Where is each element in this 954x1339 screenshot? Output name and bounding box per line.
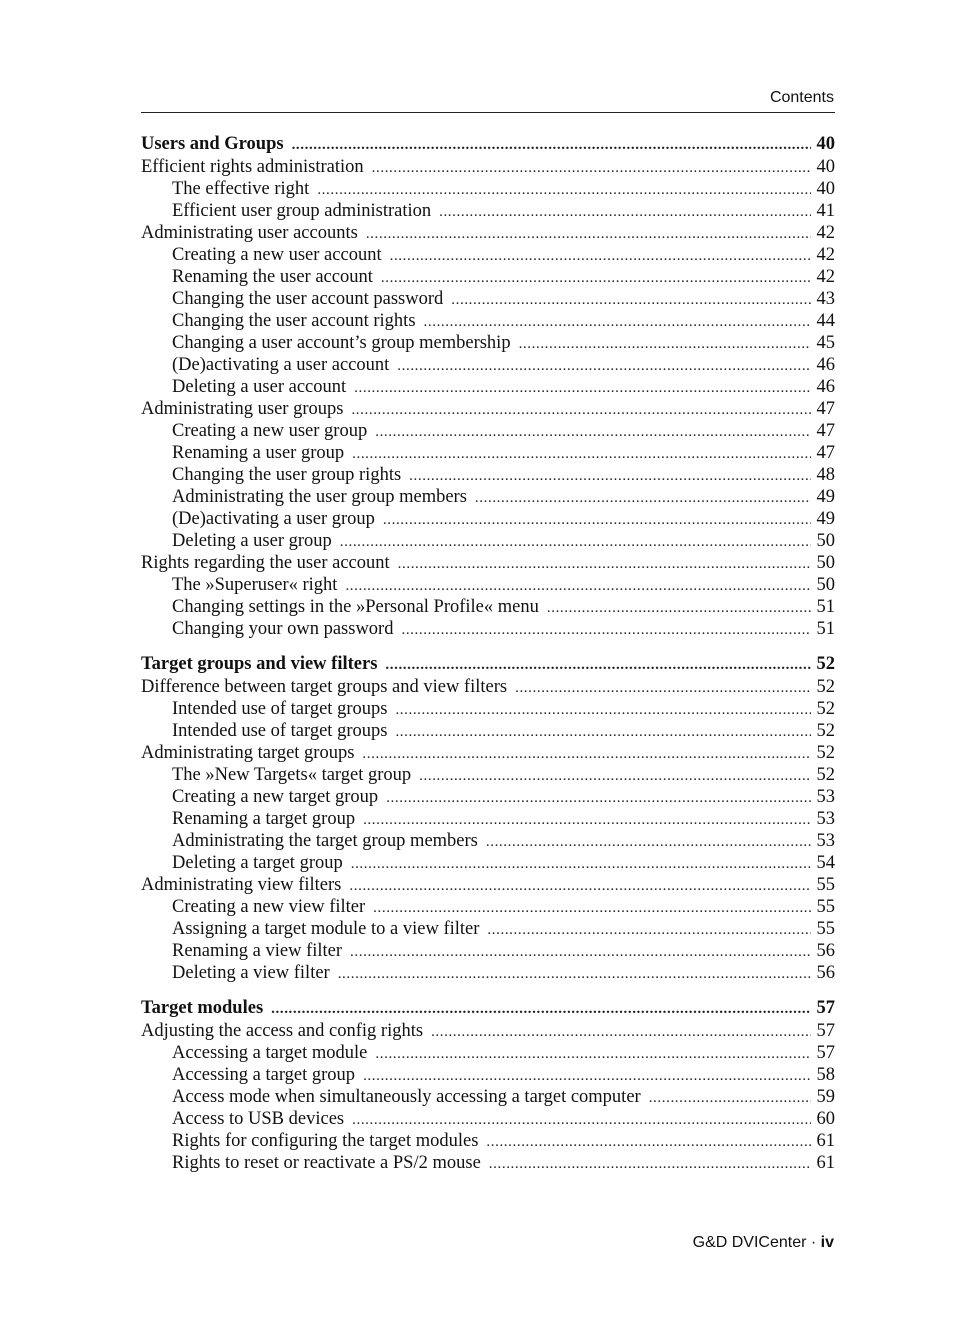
toc-section-entry[interactable] — [141, 552, 835, 574]
table-of-contents — [141, 132, 835, 1186]
toc-entry-page: 49 — [816, 509, 835, 529]
toc-section-entry[interactable] — [141, 874, 835, 896]
toc-entry-title: (De)activating a user group — [172, 509, 375, 529]
toc-entry-page: 40 — [816, 157, 835, 177]
toc-chapter-heading[interactable] — [141, 652, 835, 676]
toc-entry-title: Accessing a target group — [172, 1065, 356, 1085]
toc-subsection-entry[interactable] — [141, 830, 835, 852]
toc-subsection-entry[interactable] — [141, 178, 835, 200]
running-header: Contents — [769, 89, 834, 106]
toc-subsection-entry[interactable] — [141, 354, 835, 376]
toc-subsection-entry[interactable] — [141, 720, 835, 742]
toc-entry-page: 42 — [816, 245, 835, 265]
dot-leader — [649, 1087, 811, 1109]
dot-leader — [352, 443, 811, 465]
toc-entry-page: 53 — [816, 787, 835, 807]
toc-entry-title: Changing a user account’s group membership — [172, 333, 511, 353]
toc-subsection-entry[interactable] — [141, 508, 835, 530]
toc-entry-title: Assigning a target module to a view filter — [172, 919, 480, 939]
dot-leader — [386, 787, 811, 809]
dot-leader — [395, 699, 811, 721]
toc-subsection-entry[interactable] — [141, 288, 835, 310]
toc-entry-title: Rights regarding the user account — [141, 553, 390, 573]
dot-leader — [317, 179, 811, 201]
toc-entry-title: Deleting a view filter — [172, 963, 330, 983]
toc-subsection-entry[interactable] — [141, 940, 835, 962]
toc-section-entry[interactable] — [141, 676, 835, 698]
toc-entry-title: Renaming a view filter — [172, 941, 343, 961]
toc-subsection-entry[interactable] — [141, 420, 835, 442]
toc-entry-title: Changing your own password — [172, 619, 394, 639]
toc-subsection-entry[interactable] — [141, 530, 835, 552]
toc-entry-title: Changing the user group rights — [172, 465, 402, 485]
header-divider — [141, 112, 835, 113]
toc-subsection-entry[interactable] — [141, 310, 835, 332]
dot-leader — [397, 355, 811, 377]
dot-leader — [439, 201, 811, 223]
dot-leader — [451, 289, 811, 311]
toc-subsection-entry[interactable] — [141, 486, 835, 508]
dot-leader — [431, 1021, 811, 1043]
toc-entry-page: 53 — [816, 831, 835, 851]
toc-section-entry[interactable] — [141, 156, 835, 178]
dot-leader — [349, 875, 811, 897]
toc-chapter-heading[interactable] — [141, 132, 835, 156]
toc-subsection-entry[interactable] — [141, 1152, 835, 1174]
toc-entry-page: 52 — [816, 677, 835, 697]
toc-subsection-entry[interactable] — [141, 962, 835, 984]
dot-leader — [375, 1043, 811, 1065]
toc-entry-title: Administrating the user group members — [172, 487, 467, 507]
toc-entry-title: Changing the user account rights — [172, 311, 416, 331]
toc-entry-page: 50 — [816, 553, 835, 573]
toc-subsection-entry[interactable] — [141, 200, 835, 222]
toc-subsection-entry[interactable] — [141, 376, 835, 398]
toc-entry-page: 47 — [816, 443, 835, 463]
toc-entry-title: Rights for configuring the target modules — [172, 1131, 479, 1151]
toc-subsection-entry[interactable] — [141, 764, 835, 786]
toc-entry-page: 51 — [816, 597, 835, 617]
toc-entry-page: 46 — [816, 377, 835, 397]
toc-entry-title: Creating a new target group — [172, 787, 379, 807]
toc-entry-title: Access to USB devices — [172, 1109, 345, 1129]
toc-entry-page: 41 — [816, 201, 835, 221]
toc-entry-page: 50 — [816, 531, 835, 551]
toc-entry-page: 50 — [816, 575, 835, 595]
toc-subsection-entry[interactable] — [141, 786, 835, 808]
toc-entry-title: Rights to reset or reactivate a PS/2 mouse — [172, 1153, 481, 1173]
dot-leader — [486, 831, 811, 853]
dot-leader — [271, 997, 811, 1021]
toc-subsection-entry[interactable] — [141, 808, 835, 830]
toc-entry-title: Renaming a user group — [172, 443, 345, 463]
toc-entry-page: 54 — [816, 853, 835, 873]
dot-leader — [354, 377, 811, 399]
toc-entry-title: Creating a new user group — [172, 421, 368, 441]
toc-entry-page: 48 — [816, 465, 835, 485]
toc-subsection-entry[interactable] — [141, 1042, 835, 1064]
toc-entry-page: 61 — [816, 1131, 835, 1151]
toc-entry-title: (De)activating a user account — [172, 355, 390, 375]
dot-leader — [395, 721, 811, 743]
toc-entry-page: 61 — [816, 1153, 835, 1173]
toc-entry-title: Administrating view filters — [141, 875, 342, 895]
toc-subsection-entry[interactable] — [141, 574, 835, 596]
toc-entry-title: Administrating user accounts — [141, 223, 358, 243]
footer-separator: · — [806, 1234, 821, 1251]
toc-section-entry[interactable] — [141, 742, 835, 764]
toc-entry-title: Accessing a target module — [172, 1043, 368, 1063]
toc-section — [141, 996, 835, 1174]
toc-entry-title: Creating a new view filter — [172, 897, 366, 917]
toc-entry-title: Changing settings in the »Personal Profile« menu — [172, 597, 539, 617]
toc-subsection-entry[interactable] — [141, 1130, 835, 1152]
toc-subsection-entry[interactable] — [141, 698, 835, 720]
toc-entry-title: Adjusting the access and config rights — [141, 1021, 424, 1041]
toc-entry-page: 51 — [816, 619, 835, 639]
dot-leader — [340, 531, 811, 553]
toc-entry-page: 60 — [816, 1109, 835, 1129]
toc-entry-page: 40 — [816, 134, 835, 154]
dot-leader — [515, 677, 811, 699]
toc-entry-title: Administrating user groups — [141, 399, 344, 419]
dot-leader — [366, 223, 811, 245]
toc-entry-page: 57 — [816, 1043, 835, 1063]
toc-entry-page: 57 — [816, 998, 835, 1018]
toc-subsection-entry[interactable] — [141, 896, 835, 918]
toc-entry-title: Access mode when simultaneously accessing a target computer — [172, 1087, 641, 1107]
toc-entry-title: The effective right — [172, 179, 310, 199]
toc-entry-page: 47 — [816, 421, 835, 441]
dot-leader — [487, 919, 811, 941]
dot-leader — [375, 421, 811, 443]
toc-entry-page: 42 — [816, 267, 835, 287]
toc-entry-page: 46 — [816, 355, 835, 375]
toc-entry-page: 52 — [816, 765, 835, 785]
dot-leader — [398, 553, 811, 575]
toc-entry-page: 55 — [816, 919, 835, 939]
toc-section — [141, 132, 835, 640]
toc-entry-page: 44 — [816, 311, 835, 331]
toc-entry-title: Deleting a user account — [172, 377, 347, 397]
dot-leader — [362, 743, 811, 765]
toc-entry-page: 57 — [816, 1021, 835, 1041]
toc-entry-title: Creating a new user account — [172, 245, 382, 265]
dot-leader — [351, 853, 811, 875]
toc-section-entry[interactable] — [141, 222, 835, 244]
dot-leader — [292, 133, 811, 157]
toc-entry-page: 56 — [816, 963, 835, 983]
toc-entry-page: 45 — [816, 333, 835, 353]
dot-leader — [547, 597, 811, 619]
toc-entry-title: Administrating target groups — [141, 743, 355, 763]
dot-leader — [345, 575, 811, 597]
toc-entry-title: Changing the user account password — [172, 289, 444, 309]
toc-entry-title: Administrating the target group members — [172, 831, 478, 851]
toc-subsection-entry[interactable] — [141, 332, 835, 354]
toc-entry-page: 49 — [816, 487, 835, 507]
dot-leader — [383, 509, 811, 531]
toc-entry-page: 56 — [816, 941, 835, 961]
dot-leader — [409, 465, 811, 487]
dot-leader — [373, 897, 811, 919]
toc-entry-page: 40 — [816, 179, 835, 199]
dot-leader — [351, 399, 811, 421]
toc-entry-title: Target groups and view filters — [141, 654, 378, 674]
toc-entry-title: Users and Groups — [141, 134, 284, 154]
dot-leader — [475, 487, 811, 509]
dot-leader — [363, 809, 811, 831]
toc-section — [141, 652, 835, 984]
dot-leader — [424, 311, 811, 333]
dot-leader — [352, 1109, 811, 1131]
toc-entry-page: 52 — [816, 699, 835, 719]
toc-entry-page: 52 — [816, 721, 835, 741]
dot-leader — [350, 941, 811, 963]
toc-entry-page: 52 — [816, 743, 835, 763]
dot-leader — [385, 653, 811, 677]
toc-subsection-entry[interactable] — [141, 1064, 835, 1086]
toc-subsection-entry[interactable] — [141, 618, 835, 640]
toc-chapter-heading[interactable] — [141, 996, 835, 1020]
toc-entry-page: 42 — [816, 223, 835, 243]
toc-subsection-entry[interactable] — [141, 596, 835, 618]
dot-leader — [338, 963, 811, 985]
toc-entry-title: Target modules — [141, 998, 264, 1018]
toc-entry-title: Intended use of target groups — [172, 721, 388, 741]
dot-leader — [390, 245, 811, 267]
toc-entry-title: Deleting a user group — [172, 531, 332, 551]
toc-entry-page: 52 — [816, 654, 835, 674]
toc-section-entry[interactable] — [141, 1020, 835, 1042]
toc-subsection-entry[interactable] — [141, 852, 835, 874]
dot-leader — [486, 1131, 811, 1153]
toc-entry-page: 58 — [816, 1065, 835, 1085]
toc-subsection-entry[interactable] — [141, 1086, 835, 1108]
toc-entry-title: Intended use of target groups — [172, 699, 388, 719]
toc-section-entry[interactable] — [141, 398, 835, 420]
page-footer — [693, 1234, 834, 1252]
toc-subsection-entry[interactable] — [141, 918, 835, 940]
toc-entry-page: 55 — [816, 897, 835, 917]
toc-entry-page: 59 — [816, 1087, 835, 1107]
toc-entry-title: Deleting a target group — [172, 853, 343, 873]
dot-leader — [401, 619, 811, 641]
toc-subsection-entry[interactable] — [141, 1108, 835, 1130]
dot-leader — [381, 267, 811, 289]
toc-entry-title: The »Superuser« right — [172, 575, 338, 595]
toc-subsection-entry[interactable] — [141, 266, 835, 288]
footer-product: G&D DVICenter — [692, 1234, 807, 1251]
dot-leader — [489, 1153, 811, 1175]
toc-entry-page: 47 — [816, 399, 835, 419]
toc-entry-page: 55 — [816, 875, 835, 895]
toc-entry-title: Efficient user group administration — [172, 201, 432, 221]
dot-leader — [363, 1065, 811, 1087]
toc-entry-title: The »New Targets« target group — [172, 765, 412, 785]
dot-leader — [372, 157, 811, 179]
toc-entry-title: Difference between target groups and view filters — [141, 677, 508, 697]
toc-subsection-entry[interactable] — [141, 464, 835, 486]
toc-entry-title: Renaming a target group — [172, 809, 356, 829]
dot-leader — [519, 333, 811, 355]
footer-page-number: iv — [820, 1234, 834, 1251]
toc-entry-page: 43 — [816, 289, 835, 309]
toc-subsection-entry[interactable] — [141, 442, 835, 464]
toc-subsection-entry[interactable] — [141, 244, 835, 266]
toc-entry-title: Renaming the user account — [172, 267, 373, 287]
toc-entry-page: 53 — [816, 809, 835, 829]
dot-leader — [419, 765, 811, 787]
toc-entry-title: Efficient rights administration — [141, 157, 364, 177]
